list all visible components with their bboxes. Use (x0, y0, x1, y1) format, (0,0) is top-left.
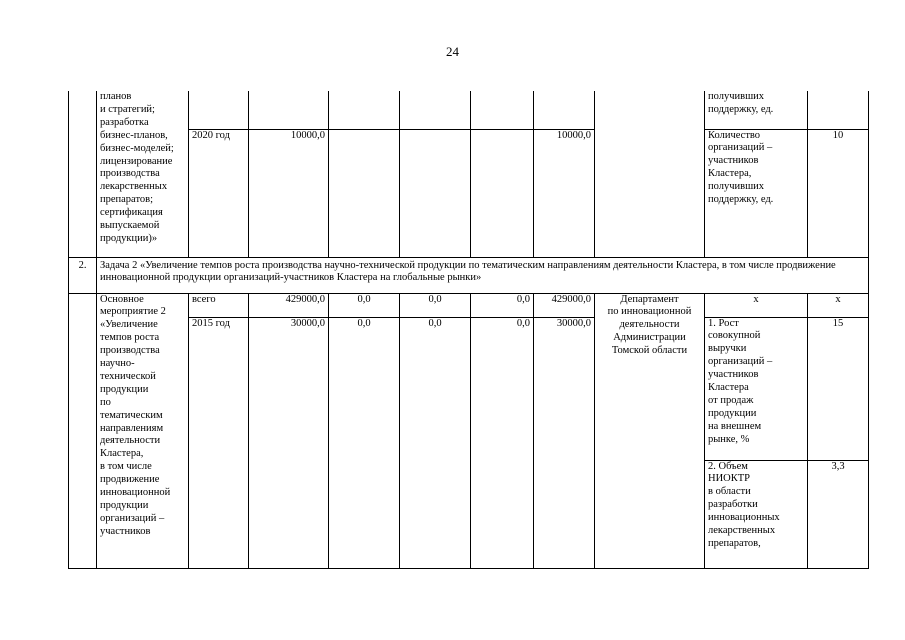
table-row (69, 293, 869, 317)
federal-cell (329, 91, 400, 129)
total-text: 10000,0 (290, 129, 325, 141)
period-cell (189, 129, 249, 257)
other-cell (534, 91, 595, 129)
local-cell (471, 317, 534, 568)
period-cell (189, 317, 249, 568)
activity-name-cell (97, 91, 189, 257)
indicator-text: 1. Рост совокупной выручки организаций – участников Кластера от продаж продукции на внешнем рынке, % (708, 317, 773, 445)
executor-cell (595, 91, 705, 257)
federal-cell (329, 317, 400, 568)
regional-cell (400, 129, 471, 257)
indicator-text: Количество организаций – участников Кластера, получивших поддержку, ед. (708, 129, 774, 206)
regional-text: 0,0 (428, 317, 442, 329)
page-number: 24 (446, 44, 459, 59)
regional-cell (400, 293, 471, 317)
indicator-value-cell (808, 317, 869, 460)
indicator-value-cell (808, 293, 869, 317)
task-number-cell (69, 257, 97, 293)
total-cell (249, 293, 329, 317)
indicator-value-text: х (835, 293, 841, 305)
task-number: 2. (78, 259, 87, 271)
table-row (69, 317, 869, 460)
period-text: 2020 год (192, 129, 230, 141)
total-text: 429000,0 (285, 293, 325, 305)
local-cell (471, 91, 534, 129)
executor-text: Департамент по инновационной деятельности Администрации Томской области (607, 293, 692, 357)
task-text: Задача 2 «Увеличение темпов роста производства научно-технической продукции по тематическим направлениям деятельности Кластера, в том числе продвижение инновационной продукции организаций-участников Кластера на глобальные рынки» (100, 259, 836, 284)
indicator-text: 2. Объем НИОКТР в области разработки инновационных лекарственных препаратов, (708, 460, 780, 549)
period-text: 2015 год (192, 317, 230, 329)
indicator-value-text: 10 (832, 129, 844, 141)
other-cell (534, 293, 595, 317)
indicator-text: х (753, 293, 759, 305)
indicator-cell (705, 129, 808, 257)
period-text: всего (192, 293, 216, 305)
local-text: 0,0 (516, 293, 530, 305)
other-text: 429000,0 (551, 293, 591, 305)
table-row (69, 129, 869, 257)
row-number-cell (69, 91, 97, 257)
indicator-cell (705, 293, 808, 317)
table-row (69, 91, 869, 129)
other-cell (534, 317, 595, 568)
regional-cell (400, 91, 471, 129)
federal-cell (329, 293, 400, 317)
activity-name-cell (97, 293, 189, 568)
other-text: 30000,0 (556, 317, 591, 329)
period-cell (189, 293, 249, 317)
task-text-cell (97, 257, 869, 293)
federal-text: 0,0 (357, 317, 371, 329)
activity-name-text: Основное мероприятие 2 «Увеличение темпов роста производства научно- технической продукции по тематическим направлениям деятельности Кластера, в том числе продвижение инновационной продукции организаций – участников (100, 293, 171, 537)
local-cell (471, 293, 534, 317)
local-cell (471, 129, 534, 257)
total-cell (249, 317, 329, 568)
indicator-cell (705, 317, 808, 460)
period-cell (189, 91, 249, 129)
indicator-value-cell (808, 129, 869, 257)
regional-cell (400, 317, 471, 568)
indicator-value-cell (808, 91, 869, 129)
executor-cell (595, 293, 705, 568)
indicator-value-text: 3,3 (831, 460, 845, 472)
other-text: 10000,0 (556, 129, 591, 141)
indicator-text: получивших поддержку, ед. (708, 91, 774, 115)
indicator-value-text: 15 (832, 317, 844, 329)
total-cell (249, 91, 329, 129)
row-number-cell (69, 293, 97, 568)
regional-text: 0,0 (428, 293, 442, 305)
local-text: 0,0 (516, 317, 530, 329)
indicator-cell (705, 91, 808, 129)
program-table (68, 91, 869, 569)
federal-text: 0,0 (357, 293, 371, 305)
task-row (69, 257, 869, 293)
total-text: 30000,0 (290, 317, 325, 329)
other-cell (534, 129, 595, 257)
total-cell (249, 129, 329, 257)
federal-cell (329, 129, 400, 257)
indicator-value-cell (808, 460, 869, 568)
indicator-cell (705, 460, 808, 568)
activity-name-text: планов и стратегий; разработка бизнес-планов, бизнес-моделей; лицензирование производства лекарственных препаратов; сертификация выпускаемой продукции)» (100, 91, 174, 244)
